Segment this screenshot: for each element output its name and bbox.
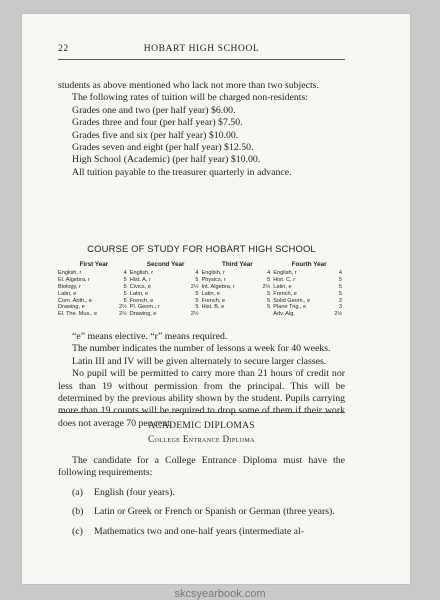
course-subject: Hist. B, e — [201, 304, 225, 311]
item-text: English (four years). — [94, 486, 175, 498]
intro-text — [58, 80, 345, 179]
course-subject: English, r — [58, 269, 82, 276]
course-cell — [202, 277, 274, 284]
course-subject: Pl. Geom., r — [129, 304, 160, 311]
section-rule — [58, 412, 345, 413]
diploma-requirements — [58, 455, 345, 538]
course-subject: English, r — [129, 269, 154, 276]
course-row — [58, 277, 345, 284]
course-subject: Latin, e — [129, 290, 149, 297]
course-cell — [273, 291, 345, 298]
course-cell — [202, 291, 274, 298]
course-subject: Adv. Alg. — [273, 311, 295, 318]
column-header: First Year — [79, 261, 109, 268]
item-label: (b) — [72, 506, 84, 518]
watermark-text: skcsyearbook.com — [174, 588, 266, 600]
course-lessons: 2½ — [118, 304, 127, 311]
tuition-line: Grades one and two (per half year) $6.00. — [72, 104, 236, 116]
course-lessons: 4 — [123, 269, 127, 276]
requirement-item — [58, 526, 345, 538]
course-lessons: 5 — [123, 283, 127, 290]
course-cell — [130, 298, 202, 305]
tuition-intro: The following rates of tuition will be charged non-residents: — [72, 92, 308, 104]
course-row — [58, 270, 345, 277]
continuation-paragraph: students as above mentioned who lack not more than two subjects. — [58, 80, 319, 91]
course-cell — [273, 304, 345, 311]
course-subject: French, e — [201, 297, 226, 304]
course-row — [58, 291, 345, 298]
course-cell — [130, 277, 202, 284]
item-label: (a) — [72, 486, 83, 498]
course-lessons: 5 — [123, 290, 127, 297]
course-lessons: 5 — [338, 276, 342, 283]
course-cell — [273, 277, 345, 284]
tuition-line: All tuition payable to the treasurer quarterly in advance. — [72, 166, 292, 178]
course-subject: Latin, e — [273, 283, 292, 290]
course-table — [58, 262, 345, 318]
course-lessons: 2½ — [334, 311, 342, 318]
course-table-headers — [58, 262, 345, 269]
diplomas-heading: ACADEMIC DIPLOMAS — [148, 421, 255, 431]
course-cell — [58, 304, 130, 311]
course-lessons: 2 — [338, 297, 342, 304]
course-lessons: 5 — [195, 304, 199, 311]
course-cell — [58, 291, 130, 298]
course-row — [58, 304, 345, 311]
course-lessons: 2½ — [190, 283, 199, 290]
course-lessons: 5 — [267, 290, 271, 297]
course-cell — [130, 291, 202, 298]
requirement-item — [58, 487, 345, 499]
course-subject: Hist. C, r — [273, 276, 296, 283]
course-cell — [202, 298, 274, 305]
column-header: Fourth Year — [291, 261, 327, 268]
course-cell — [202, 311, 274, 318]
course-subject: Solid Geom., e — [273, 297, 311, 304]
note-paragraph: The number indicates the number of lessons a week for 40 weeks. — [72, 343, 331, 355]
course-cell — [202, 284, 274, 291]
requirement-item — [58, 506, 345, 518]
course-cell — [273, 284, 345, 291]
course-subject: Latin, e — [201, 290, 220, 297]
item-label: (c) — [72, 525, 83, 537]
tuition-line: Grades three and four (per half year) $7.50. — [72, 117, 243, 129]
course-lessons: 5 — [338, 290, 342, 297]
course-subject: Latin, e — [58, 290, 77, 297]
course-subject: El. Algebra, r — [58, 276, 91, 283]
item-text: Latin or Greek or French or Spanish or German (three years). — [94, 506, 335, 518]
course-lessons: 4 — [267, 269, 271, 276]
course-cell — [58, 284, 130, 291]
course-cell — [130, 311, 202, 318]
course-lessons: 2½ — [118, 311, 127, 318]
course-subject: El. The. Mus., e — [58, 311, 98, 318]
course-lessons: 5 — [195, 276, 199, 283]
course-title: COURSE OF STUDY FOR HOBART HIGH SCHOOL — [87, 244, 316, 255]
course-cell — [130, 304, 202, 311]
tuition-line: High School (Academic) (per half year) $10.00. — [72, 154, 261, 166]
course-subject: Drawing, e — [58, 304, 85, 311]
page-header — [58, 44, 345, 58]
course-cell — [130, 270, 202, 277]
note-paragraph: “e” means elective. “r” means required. — [72, 331, 228, 342]
course-row — [58, 311, 345, 318]
course-subject: Civics, e — [129, 283, 151, 290]
course-subject: Int. Algebra, r — [201, 283, 235, 290]
course-subject: Biology, r — [58, 283, 81, 290]
course-subject: Drawing, e — [129, 311, 157, 318]
course-lessons: 5 — [123, 297, 127, 304]
tuition-line: Grades seven and eight (per half year) $12.50. — [72, 142, 254, 154]
course-cell — [202, 304, 274, 311]
course-lessons: 5 — [195, 297, 199, 304]
column-header: Second Year — [146, 261, 185, 268]
course-lessons: 4 — [195, 269, 199, 276]
course-subject: Physics, r — [201, 276, 226, 283]
diplomas-subheading: College Entrance Diploma — [148, 434, 255, 444]
item-text: Mathematics two and one-half years (intermediate al- — [94, 525, 305, 537]
course-row — [58, 298, 345, 305]
course-lessons: 5 — [338, 283, 342, 290]
course-cell — [273, 270, 345, 277]
course-row — [58, 284, 345, 291]
tuition-line: Grades five and six (per half year) $10.00. — [72, 129, 239, 141]
course-lessons: 2½ — [262, 283, 271, 290]
note-paragraph: Latin III and IV will be given alternately to secure larger classes. — [72, 355, 327, 367]
course-cell — [273, 298, 345, 305]
course-subject: Plane Trig., e — [273, 304, 307, 311]
course-lessons: 5 — [267, 297, 271, 304]
course-lessons: 3 — [338, 304, 342, 311]
course-subject: English, r — [273, 269, 297, 276]
notes-text — [58, 331, 345, 430]
course-lessons: 4 — [338, 269, 342, 276]
course-lessons: 5 — [267, 304, 271, 311]
course-cell — [58, 270, 130, 277]
course-subject: English, r — [201, 269, 225, 276]
course-cell — [202, 270, 274, 277]
column-header: Third Year — [222, 261, 253, 268]
course-cell — [58, 277, 130, 284]
course-lessons: 5 — [195, 290, 199, 297]
course-subject: French, e — [129, 297, 154, 304]
page-number: 22 — [58, 44, 69, 54]
course-lessons: 5 — [267, 276, 271, 283]
course-subject: French, e — [273, 290, 297, 297]
course-cell — [58, 311, 130, 318]
course-cell — [130, 284, 202, 291]
course-cell — [273, 311, 345, 318]
requirements-intro: The candidate for a College Entrance Diploma must have the following requirements: — [58, 455, 345, 479]
course-subject: Com. Arith., e — [58, 297, 92, 304]
running-title: HOBART HIGH SCHOOL — [143, 44, 260, 54]
course-lessons: 2½ — [190, 311, 199, 318]
course-table-body — [58, 270, 345, 318]
course-lessons: 5 — [123, 276, 127, 283]
course-subject: Hist. A, r — [129, 276, 151, 283]
note-paragraph: No pupil will be permitted to carry more than 21 hours of credit nor less than 19 without permission from the principal. This will be determined by the previous ability shown by the student. Pupils carrying more than 19 counts will be required to drop some of them if their work does not average 70 per cent. — [58, 368, 345, 429]
course-cell — [58, 298, 130, 305]
header-rule — [58, 59, 345, 60]
